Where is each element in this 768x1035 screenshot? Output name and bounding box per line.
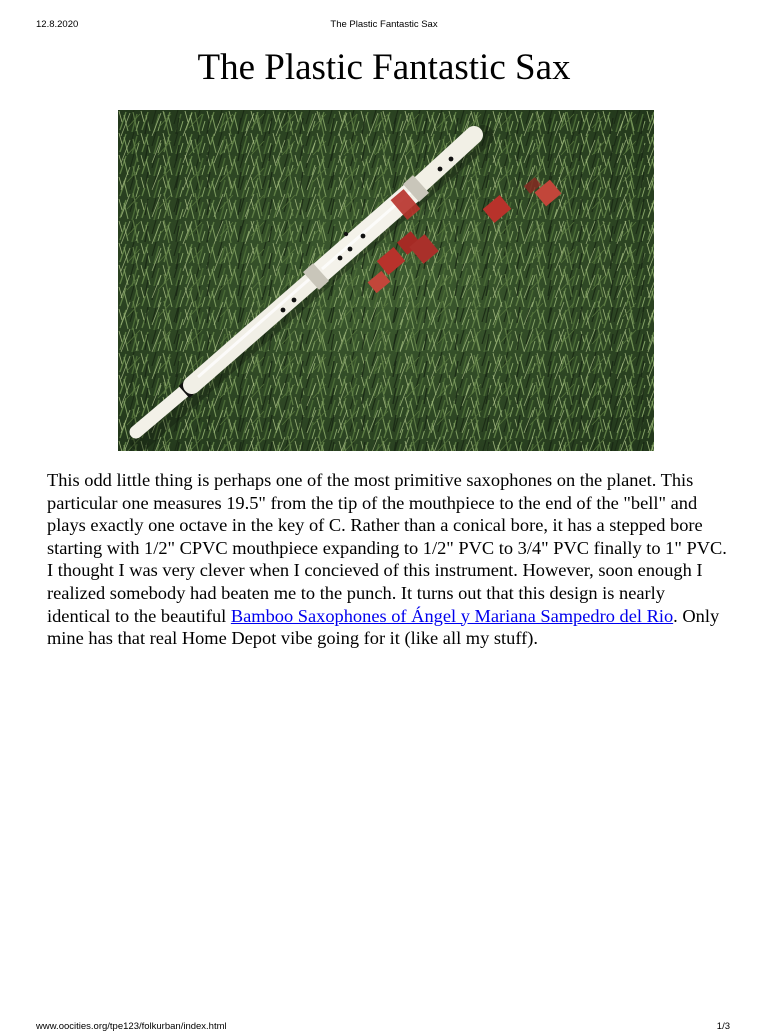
print-url: www.oocities.org/tpe123/folkurban/index.html: [36, 1021, 227, 1032]
print-header: [0, 19, 768, 33]
page-title: The Plastic Fantastic Sax: [197, 47, 571, 88]
print-date: 12.8.2020: [36, 19, 79, 30]
description-paragraph: [47, 469, 727, 650]
bamboo-saxophones-link[interactable]: Bamboo Saxophones of Ángel y Mariana Sampedro del Rio: [230, 605, 674, 626]
print-page-title: The Plastic Fantastic Sax: [330, 19, 438, 30]
description-text-start: This odd little thing is perhaps one of the most primitive saxophones on the planet. This particular one measures 19.5" from the tip of the mouthpiece to the end of the "bell" and plays exactly one octave in the key of C. Rather than a conical bore, it has a stepped bore starting with 1/2" CPVC mouthpiece expanding to 1/2" PVC to 3/4" PVC finally to 1" PVC. I thought I was very clever when I concieved of this instrument. However, soon enough I realized somebody had beaten me to the punch. It turns out that this design is nearly identical to the beautiful: [47, 470, 727, 626]
description-text-end: . Only mine has that real Home Depot vibe going for it (like all my stuff).: [47, 605, 720, 649]
print-page-number: 1/3: [716, 1021, 730, 1032]
pvc-saxophone-on-grass-photo: [118, 110, 654, 451]
print-footer: [0, 1021, 768, 1035]
